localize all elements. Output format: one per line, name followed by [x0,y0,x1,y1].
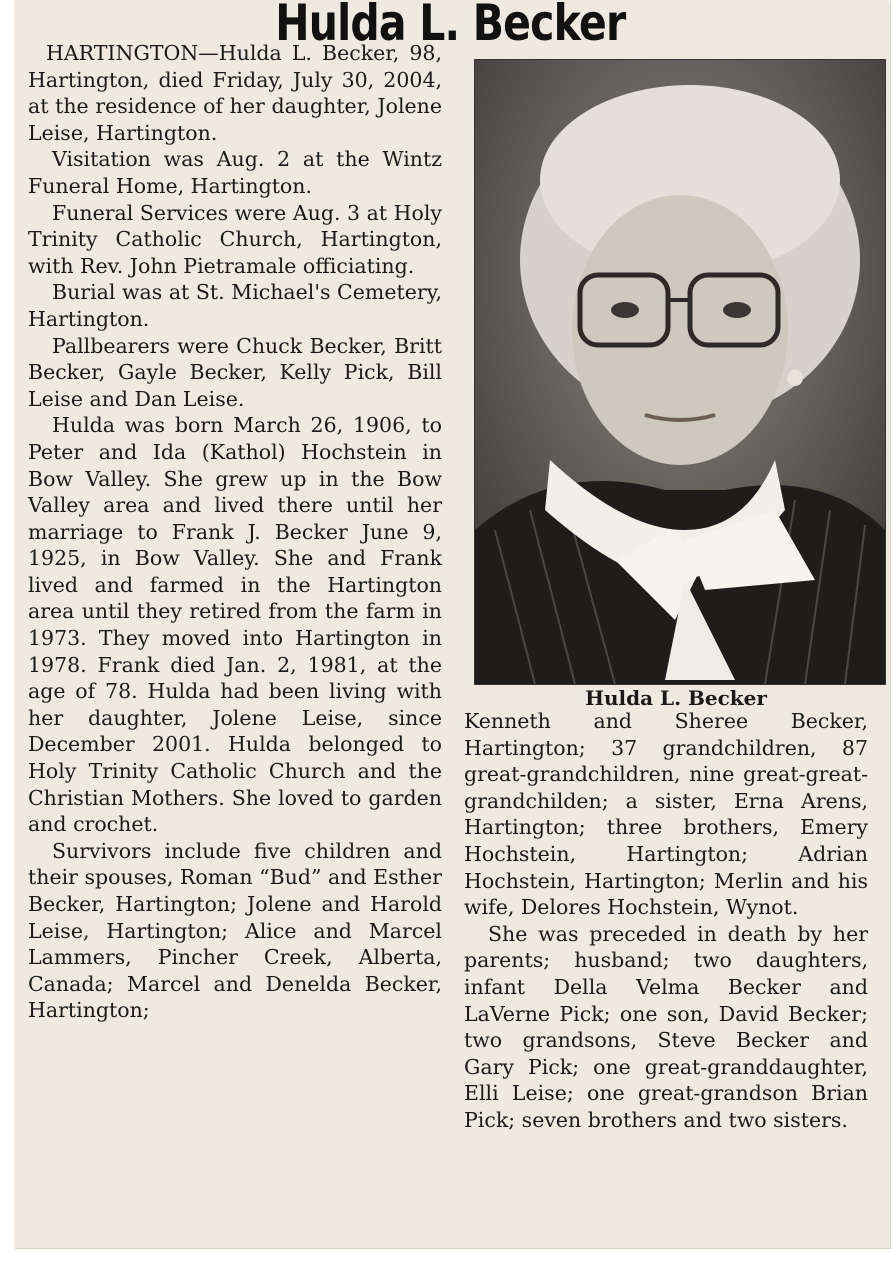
paragraph-biography: Hulda was born March 26, 1906, to Peter and Ida (Kathol) Hochstein in Bow Valley. She grew up in the Bow Valley area and lived there until her marriage to Frank J. Becker June 9, 1925, in Bow Valley. She and Frank lived and farmed in the Hartington area until they retired from the farm in 1973. They moved into Hartington in 1978. Frank died Jan. 2, 1981, at the age of 78. Hulda had been living with her daughter, Jolene Leise, since December 2001. Hulda belonged to Holy Trinity Catholic Church and the Christian Mothers. She loved to garden and crochet. [28,413,442,837]
photo-caption: Hulda L. Becker [585,686,767,710]
paragraph-burial: Burial was at St. Michael's Cemetery, Hartington. [28,280,442,331]
paragraph-survivors-continued: Kenneth and Sheree Becker, Hartington; 37 grandchildren, 87 great-grandchildren, nine great-great-grandchilden; a sister, Erna Arens, Hartington; three brothers, Emery Hochstein, Hartington; Adrian Hochstein, Hartington; Merlin and his wife, Delores Hochstein, Wynot. [464,709,868,920]
paragraph-death-notice: HARTINGTON—Hulda L. Becker, 98, Hartington, died Friday, July 30, 2004, at the residence of her daughter, Jolene Leise, Hartington. [28,41,442,145]
paragraph-survivors: Survivors include five children and their spouses, Roman “Bud” and Esther Becker, Hartington; Jolene and Harold Leise, Hartington; Alice and Marcel Lammers, Pincher Creek, Alberta, Canada; Marcel and Denelda Becker, Hartington; [28,838,442,1023]
left-text-column [28,40,442,1024]
paragraph-preceded-in-death: She was preceded in death by her parents; husband; two daughters, infant Della Velma Becker and LaVerne Pick; one son, David Becker; two grandsons, Steve Becker and Gary Pick; one great-granddaughter, Elli Leise; one great-grandson Brian Pick; seven brothers and two sisters. [464,921,868,1132]
paragraph-funeral-services: Funeral Services were Aug. 3 at Holy Trinity Catholic Church, Hartington, with Rev. John Pietramale officiating. [28,200,442,278]
portrait-photo [474,59,886,685]
paragraph-pallbearers: Pallbearers were Chuck Becker, Britt Becker, Gayle Becker, Kelly Pick, Bill Leise and Dan Leise. [28,333,442,411]
right-text-column [464,708,868,1134]
obituary-headline: Hulda L. Becker [275,0,626,52]
portrait-illustration [475,60,885,684]
paragraph-visitation: Visitation was Aug. 2 at the Wintz Funeral Home, Hartington. [28,147,442,198]
